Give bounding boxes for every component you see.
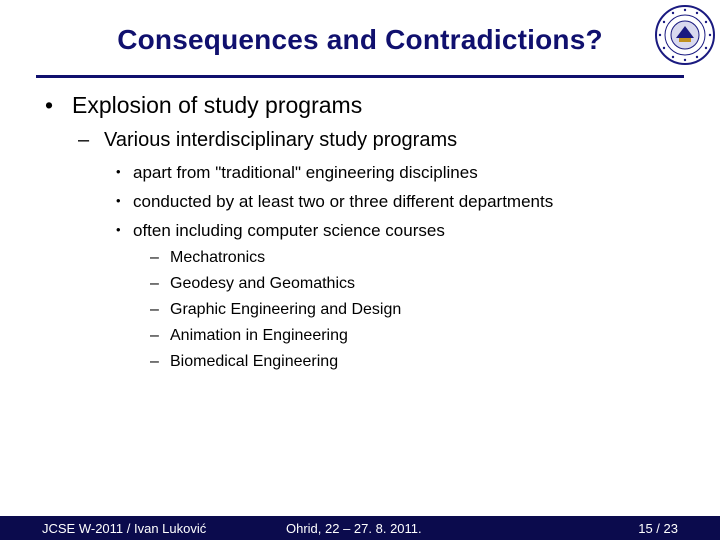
slide-footer — [0, 516, 720, 540]
bullet-text: Various interdisciplinary study programs — [104, 129, 458, 151]
list-item-text: Mechatronics — [170, 249, 266, 266]
dash-marker: – — [150, 249, 159, 266]
list-item-text: Biomedical Engineering — [170, 353, 339, 370]
university-seal-icon — [654, 4, 716, 66]
bullet-level1 — [45, 92, 362, 119]
list-item — [150, 327, 348, 345]
bullet-level3 — [116, 192, 553, 212]
bullet-level2 — [78, 129, 457, 152]
list-item — [150, 275, 355, 293]
bullet-marker: • — [116, 193, 121, 208]
footer-author: JCSE W-2011 / Ivan Luković — [42, 521, 207, 536]
list-item — [150, 353, 338, 371]
bullet-text: apart from "traditional" engineering disciplines — [133, 163, 478, 182]
list-item-text: Geodesy and Geomathics — [170, 275, 355, 292]
bullet-level3 — [116, 221, 445, 241]
footer-event: Ohrid, 22 – 27. 8. 2011. — [286, 521, 422, 536]
bullet-marker: • — [116, 222, 121, 237]
title-divider — [36, 75, 684, 78]
bullet-text: often including computer science courses — [133, 221, 445, 240]
dash-marker: – — [150, 327, 159, 344]
bullet-text: Explosion of study programs — [72, 92, 363, 118]
bullet-marker: • — [116, 164, 121, 179]
footer-page-number: 15 / 23 — [638, 521, 678, 536]
list-item-text: Graphic Engineering and Design — [170, 301, 402, 318]
dash-marker: – — [150, 301, 159, 318]
dash-marker: – — [78, 129, 90, 151]
slide-title: Consequences and Contradictions? — [117, 24, 603, 55]
bullet-level3 — [116, 163, 478, 183]
dash-marker: – — [150, 275, 159, 292]
dash-marker: – — [150, 353, 159, 370]
list-item — [150, 301, 401, 319]
bullet-marker: • — [45, 92, 54, 118]
list-item-text: Animation in Engineering — [170, 327, 348, 344]
list-item — [150, 249, 265, 267]
bullet-text: conducted by at least two or three different departments — [133, 192, 554, 211]
